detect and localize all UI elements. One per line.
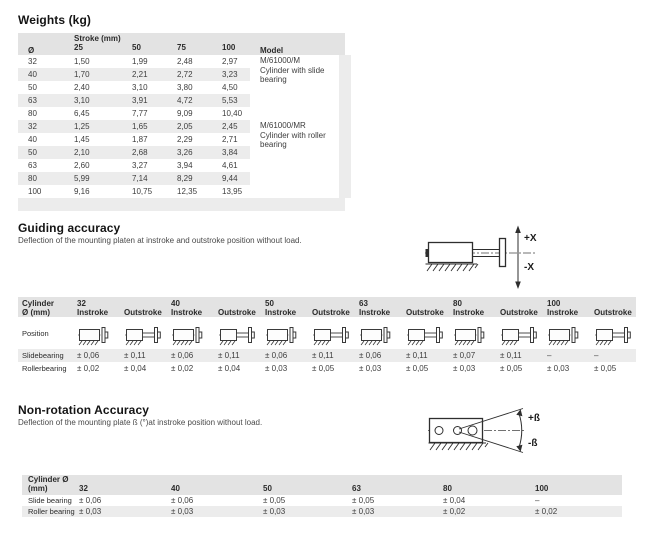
accuracy-value-cell: ± 0,11 [119, 349, 166, 362]
footer-strip-cell [18, 198, 345, 211]
cylinder-instroke-icon [547, 325, 587, 347]
accuracy-value-cell: ± 0,06 [171, 496, 194, 505]
weights-table-body [18, 55, 345, 211]
stroke-col-100: 100 [212, 43, 250, 55]
accuracy-value-cell: ± 0,05 [594, 364, 617, 373]
outstroke-label: Outstroke [218, 308, 256, 317]
position-pictogram-cell [542, 317, 589, 349]
nonrotation-description: Deflection of the mounting plate ß (°)at instroke position without load. [18, 418, 263, 427]
weight-value-cell: 2,29 [177, 135, 193, 144]
accuracy-value-cell: ± 0,06 [79, 496, 102, 505]
weight-value-cell: 3,26 [167, 146, 212, 159]
spacer [312, 299, 354, 308]
diameter-cell: 32 [28, 57, 37, 66]
weight-value-cell: 3,10 [132, 83, 148, 92]
weight-value-cell: 2,05 [167, 120, 212, 133]
stroke-column-header: Stroke (mm) [64, 33, 250, 43]
cylinder-instroke-icon [171, 325, 211, 347]
accuracy-value-cell: ± 0,03 [253, 506, 342, 517]
model-cell [250, 55, 345, 120]
accuracy-value-cell: ± 0,02 [171, 364, 194, 373]
roller-bearing-row-label: Roller bearing [22, 506, 69, 517]
model-code: M/61000/MR [260, 121, 306, 130]
position-pictogram-cell [72, 317, 119, 349]
position-pictogram-cell [495, 317, 542, 349]
weight-value-cell: 1,87 [132, 135, 148, 144]
accuracy-value-cell: ± 0,04 [218, 364, 241, 373]
guiding-col-header-outstroke [213, 297, 260, 317]
weight-value-cell: 1,99 [132, 57, 148, 66]
diameter-cell: 80 [18, 172, 64, 185]
cylinder-outstroke-icon [594, 325, 634, 347]
outstroke-label: Outstroke [594, 308, 632, 317]
diameter-cell: 32 [18, 120, 64, 133]
accuracy-value-cell: ± 0,04 [124, 364, 147, 373]
guiding-diameter-label: 50 [265, 299, 274, 308]
guiding-col-header-instroke [354, 297, 401, 317]
position-pictogram-cell [307, 317, 354, 349]
accuracy-value-cell: ± 0,03 [69, 506, 161, 517]
weight-value-cell: 7,77 [132, 109, 148, 118]
guiding-description: Deflection of the mounting platen at instroke and outstroke position without load. [18, 236, 302, 245]
spacer [124, 299, 166, 308]
position-pictogram-cell [448, 317, 495, 349]
weight-value-cell: 6,45 [74, 109, 90, 118]
weight-value-cell: 8,29 [167, 172, 212, 185]
accuracy-value-cell: ± 0,11 [401, 349, 448, 362]
diameter-cell: 80 [28, 109, 37, 118]
model-cell [250, 120, 345, 198]
cylinder-instroke-icon [359, 325, 399, 347]
weight-value-cell: 2,45 [212, 120, 250, 133]
weight-value-cell: 1,25 [64, 120, 122, 133]
slide-bearing-row-label: Slide bearing [28, 496, 72, 505]
position-pictogram-cell [166, 317, 213, 349]
guiding-header-row [18, 297, 636, 317]
accuracy-value-cell: ± 0,05 [312, 364, 335, 373]
weight-value-cell: 4,50 [222, 83, 238, 92]
roller-bearing-row-label: Rollerbearing [22, 364, 67, 373]
guiding-table-body [18, 317, 636, 375]
weights-table-row [18, 55, 345, 68]
accuracy-value-cell: – [535, 496, 540, 505]
diameter-cell: 50 [28, 83, 37, 92]
diameter-cell: 40 [18, 68, 64, 81]
position-pictogram-cell [589, 317, 636, 349]
cylinder-instroke-icon [77, 325, 117, 347]
diameter-cell: 50 [18, 146, 64, 159]
accuracy-value-cell: ± 0,11 [213, 349, 260, 362]
cylinder-outstroke-icon [406, 325, 446, 347]
guiding-title: Guiding accuracy [18, 221, 121, 235]
weight-value-cell: 9,16 [74, 187, 90, 196]
cylinder-instroke-icon [453, 325, 493, 347]
accuracy-value-cell: ± 0,06 [354, 349, 401, 362]
guiding-diameter-label: 80 [453, 299, 462, 308]
accuracy-value-cell: ± 0,02 [77, 364, 100, 373]
weight-value-cell: 2,10 [64, 146, 122, 159]
slide-bearing-row [22, 495, 622, 506]
weight-value-cell: 3,27 [132, 161, 148, 170]
guiding-diameter-label: 63 [359, 299, 368, 308]
weights-table [18, 33, 351, 211]
roller-bearing-row [18, 362, 636, 375]
weight-value-cell: 1,70 [64, 68, 122, 81]
weight-value-cell: 1,50 [74, 57, 90, 66]
weight-value-cell: 1,65 [122, 120, 167, 133]
nonrotation-diameter-header: 80 [433, 475, 525, 495]
accuracy-value-cell: ± 0,06 [260, 349, 307, 362]
model-description: Cylinder with roller bearing [260, 131, 326, 149]
weight-value-cell: 3,80 [177, 83, 193, 92]
weight-value-cell: 12,35 [177, 187, 198, 196]
instroke-label: Instroke [265, 308, 297, 317]
nonrotation-title: Non-rotation Accuracy [18, 403, 150, 417]
weights-table-row [18, 120, 345, 133]
weight-value-cell: 13,95 [222, 187, 243, 196]
weight-value-cell: 4,72 [167, 94, 212, 107]
position-pictogram-cell [260, 317, 307, 349]
weights-title: Weights (kg) [18, 13, 91, 27]
weights-header-row-1 [18, 33, 345, 43]
instroke-label: Instroke [359, 308, 391, 317]
minus-x-label: -X [524, 262, 534, 273]
accuracy-value-cell: ± 0,05 [406, 364, 429, 373]
instroke-label: Instroke [547, 308, 579, 317]
outstroke-label: Outstroke [312, 308, 350, 317]
guiding-col-header-instroke [72, 297, 119, 317]
diameter-cell: 100 [28, 187, 42, 196]
accuracy-value-cell: ± 0,04 [443, 496, 466, 505]
guiding-col-header-outstroke [119, 297, 166, 317]
accuracy-value-cell: ± 0,05 [263, 496, 286, 505]
minus-beta-label: -ß [528, 438, 538, 449]
accuracy-value-cell: ± 0,11 [495, 349, 542, 362]
accuracy-value-cell: ± 0,11 [307, 349, 354, 362]
weight-value-cell: 1,45 [74, 135, 90, 144]
nonrotation-cylinder-header [22, 475, 69, 495]
guiding-col-header-instroke [448, 297, 495, 317]
guiding-cylinder-header-line1: Cylinder [22, 299, 55, 308]
weight-value-cell: 5,53 [212, 94, 250, 107]
instroke-label: Instroke [453, 308, 485, 317]
accuracy-value-cell: ± 0,03 [453, 364, 476, 373]
position-pictogram-cell [119, 317, 166, 349]
nonrotation-cylinder-header-line1: Cylinder Ø [28, 475, 69, 484]
weight-value-cell: 2,97 [222, 57, 238, 66]
guiding-diameter-label: 40 [171, 299, 180, 308]
guiding-accuracy-table [18, 297, 636, 375]
nonrotation-diameter-header: 63 [342, 475, 433, 495]
nonrotation-diameter-header: 32 [69, 475, 161, 495]
cylinder-outstroke-icon [124, 325, 164, 347]
slide-bearing-row-label: Slidebearing [18, 349, 72, 362]
cylinder-instroke-icon [265, 325, 305, 347]
model-code: M/61000/M [260, 56, 301, 65]
accuracy-value-cell: ± 0,07 [448, 349, 495, 362]
guiding-diameter-label: 100 [547, 299, 561, 308]
spacer [500, 299, 542, 308]
weight-value-cell: 9,44 [212, 172, 250, 185]
guiding-col-header-instroke [542, 297, 589, 317]
accuracy-value-cell: ± 0,02 [433, 506, 525, 517]
position-row-label: Position [22, 328, 49, 338]
guiding-diameter-label: 32 [77, 299, 86, 308]
position-pictogram-cell [401, 317, 448, 349]
nonrotation-diameter-header: 50 [253, 475, 342, 495]
guiding-col-header-instroke [260, 297, 307, 317]
cylinder-rotation-icon [428, 400, 640, 462]
nonrotation-diameter-header: 40 [161, 475, 253, 495]
weight-value-cell: 2,21 [122, 68, 167, 81]
accuracy-value-cell: ± 0,03 [547, 364, 570, 373]
outstroke-label: Outstroke [406, 308, 444, 317]
nonrotation-diameter-header: 100 [525, 475, 622, 495]
spacer [594, 299, 636, 308]
diameter-cell: 63 [28, 161, 37, 170]
nonrotation-accuracy-table [22, 475, 622, 517]
guiding-col-header-instroke [166, 297, 213, 317]
weight-value-cell: 3,84 [212, 146, 250, 159]
guiding-cylinder-header-line2: Ø (mm) [22, 308, 50, 317]
weight-value-cell: 10,75 [132, 187, 153, 196]
accuracy-value-cell: ± 0,03 [265, 364, 288, 373]
weight-value-cell: 4,61 [222, 161, 238, 170]
weight-value-cell: 2,68 [122, 146, 167, 159]
weight-value-cell: 5,99 [64, 172, 122, 185]
weight-value-cell: 3,94 [177, 161, 193, 170]
accuracy-value-cell: – [589, 349, 636, 362]
weight-value-cell: 3,23 [212, 68, 250, 81]
position-pictogram-cell [354, 317, 401, 349]
model-column-header: Model [250, 33, 345, 55]
position-pictogram-cell [213, 317, 260, 349]
weight-value-cell: 9,09 [177, 109, 193, 118]
model-description: Cylinder with slide bearing [260, 66, 325, 84]
spacer [218, 299, 260, 308]
weight-value-cell: 2,48 [177, 57, 193, 66]
stroke-col-25: 25 [64, 43, 122, 55]
stroke-col-50: 50 [122, 43, 167, 55]
weight-value-cell: 2,71 [222, 135, 238, 144]
guiding-deflection-diagram [425, 224, 640, 294]
stroke-col-75: 75 [167, 43, 212, 55]
cylinder-outstroke-icon [218, 325, 258, 347]
cylinder-outstroke-icon [312, 325, 352, 347]
accuracy-value-cell: ± 0,03 [161, 506, 253, 517]
accuracy-value-cell: ± 0,03 [342, 506, 433, 517]
weight-value-cell: 2,60 [74, 161, 90, 170]
weight-value-cell: 2,72 [167, 68, 212, 81]
accuracy-value-cell: ± 0,02 [525, 506, 622, 517]
guiding-cylinder-header [18, 297, 72, 317]
slide-bearing-row [18, 349, 636, 362]
cylinder-outstroke-icon [500, 325, 540, 347]
spacer [406, 299, 448, 308]
outstroke-label: Outstroke [124, 308, 162, 317]
accuracy-value-cell: ± 0,06 [166, 349, 213, 362]
roller-bearing-row [22, 506, 622, 517]
guiding-col-header-outstroke [307, 297, 354, 317]
outstroke-label: Outstroke [500, 308, 538, 317]
nonrotation-cylinder-header-line2: (mm) [28, 484, 48, 493]
nonrotation-deflection-diagram [428, 400, 640, 462]
weights-table-footer-strip [18, 198, 345, 211]
plus-beta-label: +ß [528, 413, 540, 424]
position-row [18, 317, 636, 349]
instroke-label: Instroke [171, 308, 203, 317]
guiding-col-header-outstroke [589, 297, 636, 317]
nonrotation-header-row [22, 475, 622, 495]
guiding-col-header-outstroke [495, 297, 542, 317]
accuracy-value-cell: ± 0,03 [359, 364, 382, 373]
weight-value-cell: 3,10 [64, 94, 122, 107]
diameter-cell: 40 [28, 135, 37, 144]
weight-value-cell: 10,40 [222, 109, 243, 118]
plus-x-label: +X [524, 233, 537, 244]
weights-table-header [18, 33, 345, 55]
cylinder-deflection-icon [425, 224, 640, 294]
accuracy-value-cell: ± 0,06 [72, 349, 119, 362]
accuracy-value-cell: – [542, 349, 589, 362]
guiding-col-header-outstroke [401, 297, 448, 317]
accuracy-value-cell: ± 0,05 [500, 364, 523, 373]
nonrotation-table-body [22, 495, 622, 517]
accuracy-value-cell: ± 0,05 [352, 496, 375, 505]
weight-value-cell: 2,40 [74, 83, 90, 92]
weight-value-cell: 3,91 [122, 94, 167, 107]
weight-value-cell: 7,14 [122, 172, 167, 185]
diameter-column-header: Ø [18, 33, 64, 55]
diameter-cell: 63 [18, 94, 64, 107]
instroke-label: Instroke [77, 308, 109, 317]
